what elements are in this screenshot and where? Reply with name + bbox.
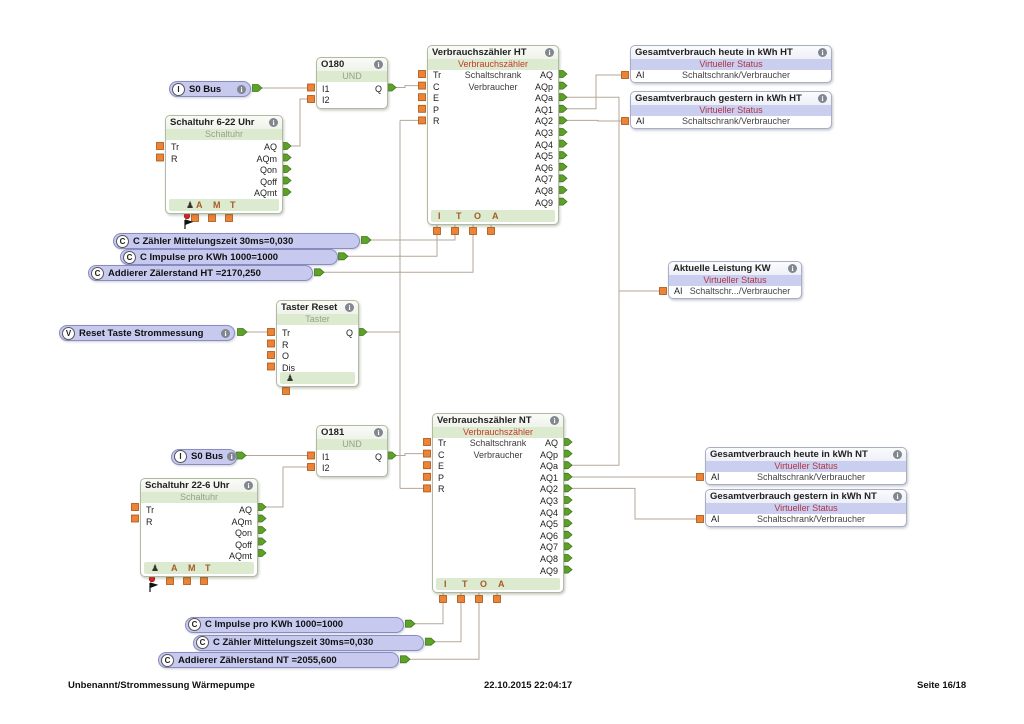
output-arrow[interactable] <box>401 656 411 663</box>
parameter-connector[interactable] <box>209 215 216 222</box>
status-gesamtverbrauch-gestern-ht[interactable] <box>630 91 832 129</box>
footer-page-number: Seite 16/18 <box>917 680 967 691</box>
port-label: AQ3 <box>534 128 553 138</box>
input-connector[interactable] <box>419 105 426 112</box>
block-type: Virtueller Status <box>706 503 906 514</box>
constant-badge: C <box>116 235 129 248</box>
input-type-badge: I <box>174 450 187 463</box>
block-title: Schaltuhr 22-6 Uhr <box>145 480 230 491</box>
block-title: Gesamtverbrauch gestern in kWh NT <box>710 491 877 502</box>
input-connector[interactable] <box>308 84 315 91</box>
parameter-connector[interactable] <box>184 578 191 585</box>
port-label: Q <box>374 83 382 94</box>
source-label: Schaltschrank/Verbraucher <box>681 116 791 126</box>
block-verbrauchszaehler-nt[interactable] <box>432 413 564 593</box>
port-label: AQa <box>539 461 558 472</box>
block-und-o180[interactable] <box>316 57 388 109</box>
status-gesamtverbrauch-heute-ht[interactable] <box>630 45 832 83</box>
parameter-connector[interactable] <box>488 228 495 235</box>
parameter-connector[interactable] <box>452 228 459 235</box>
input-connector[interactable] <box>308 452 315 459</box>
virtual-input-s0bus-top[interactable]: I S0 Bus i <box>169 81 251 97</box>
parameter-connector[interactable] <box>192 215 199 222</box>
input-connector[interactable] <box>268 352 275 359</box>
block-und-o181[interactable] <box>316 425 388 477</box>
port-label: AQ <box>539 70 553 80</box>
footer-timestamp: 22.10.2015 22:04:17 <box>484 680 573 691</box>
port-label: C <box>438 449 445 460</box>
port-label: I1 <box>322 451 330 462</box>
marker-dot <box>149 576 155 582</box>
block-title: Gesamtverbrauch heute in kWh NT <box>710 449 868 460</box>
input-connector[interactable] <box>419 71 426 78</box>
constant-mittelungszeit-nt[interactable]: C C Zähler Mittelungszeit 30ms=0,030 <box>193 635 424 651</box>
input-connector[interactable] <box>697 516 704 523</box>
input-connector[interactable] <box>268 329 275 336</box>
port-label: O <box>282 351 290 361</box>
room-label: Schaltschrank <box>464 70 522 80</box>
input-connector[interactable] <box>424 450 431 457</box>
port-label: AQ2 <box>534 116 553 127</box>
port-label: AQ3 <box>539 496 558 506</box>
parameter-connector[interactable] <box>470 228 477 235</box>
output-arrow[interactable] <box>426 638 436 645</box>
port-label: Tr <box>438 438 447 448</box>
port-label: Qon <box>234 528 252 538</box>
block-type: Schaltuhr <box>166 129 282 140</box>
input-connector[interactable] <box>268 363 275 370</box>
output-arrow[interactable] <box>238 329 248 336</box>
port-label: Q <box>374 451 382 462</box>
block-type: UND <box>317 71 387 82</box>
input-connector[interactable] <box>157 143 164 150</box>
input-connector[interactable] <box>308 464 315 471</box>
port-label: R <box>282 339 289 350</box>
block-title: Gesamtverbrauch gestern in kWh HT <box>635 93 802 104</box>
info-icon[interactable] <box>269 118 278 127</box>
port-label: Qon <box>259 165 277 175</box>
device-label: Verbraucher <box>468 81 518 92</box>
constant-addierer-nt[interactable]: C Addierer Zählerstand NT =2055,600 <box>158 652 399 668</box>
port-label: AI <box>711 514 720 524</box>
block-schaltuhr-22-6[interactable] <box>140 478 258 577</box>
constant-badge: C <box>91 267 104 280</box>
port-label: AQ6 <box>539 530 558 541</box>
port-label: AQ4 <box>539 507 558 518</box>
info-icon[interactable] <box>374 428 383 437</box>
block-type: Virtueller Status <box>706 461 906 472</box>
port-label: AQ5 <box>534 151 553 162</box>
input-type-badge: V <box>62 327 75 340</box>
flag-icon <box>150 583 157 592</box>
block-type: Virtueller Status <box>669 275 801 286</box>
info-icon[interactable] <box>818 48 827 57</box>
output-arrow[interactable] <box>406 620 416 627</box>
port-label: AQp <box>539 449 558 460</box>
status-gesamtverbrauch-gestern-nt[interactable] <box>705 489 907 527</box>
input-connector[interactable] <box>697 474 704 481</box>
constant-badge: C <box>196 636 209 649</box>
parameter-connector[interactable] <box>440 596 447 603</box>
info-icon[interactable] <box>893 450 902 459</box>
port-label: Tr <box>433 70 442 80</box>
input-connector[interactable] <box>132 515 139 522</box>
port-label: AQ <box>544 438 558 448</box>
output-arrow[interactable] <box>339 253 349 260</box>
port-label: R <box>171 153 178 164</box>
input-connector[interactable] <box>419 82 426 89</box>
parameter-connector[interactable] <box>476 596 483 603</box>
block-type: Virtueller Status <box>631 59 831 70</box>
port-label: R <box>433 116 440 127</box>
port-label: E <box>438 461 445 472</box>
output-arrow[interactable] <box>253 85 263 92</box>
port-label: AQ2 <box>539 484 558 495</box>
parameter-bar: ♟ A M T <box>169 199 279 211</box>
port-label: AQ1 <box>534 104 553 115</box>
operating-mode-icon[interactable]: ♟ <box>286 373 295 383</box>
parameter-connector[interactable] <box>434 228 441 235</box>
block-title: O181 <box>321 427 345 438</box>
port-label: I2 <box>322 95 330 105</box>
source-label: Schaltschrank/Verbraucher <box>756 514 866 524</box>
port-label: Tr <box>171 142 180 152</box>
port-label: Tr <box>146 505 155 515</box>
port-label: AQm <box>256 153 277 164</box>
block-taster-reset[interactable] <box>276 300 359 387</box>
block-verbrauchszaehler-ht[interactable] <box>427 45 559 225</box>
operating-mode-icon[interactable]: ♟ <box>186 200 195 210</box>
input-connector[interactable] <box>419 94 426 101</box>
parameter-bar: I T O A <box>436 578 560 590</box>
port-label: AQ <box>263 142 277 152</box>
input-connector[interactable] <box>622 72 629 79</box>
parameter-connector[interactable] <box>458 596 465 603</box>
source-label: Schaltschrank/Verbraucher <box>681 70 791 80</box>
port-label: AQm <box>231 516 252 527</box>
port-label: AQa <box>534 93 553 104</box>
port-label: Dis <box>282 362 295 373</box>
port-label: R <box>146 516 153 527</box>
port-label: AI <box>711 472 720 482</box>
port-label: P <box>433 104 440 115</box>
constant-impulse-nt[interactable]: C C Impulse pro KWh 1000=1000 <box>185 617 404 633</box>
block-title: Gesamtverbrauch heute in kWh HT <box>635 47 793 58</box>
parameter-bar: ♟ A M T <box>144 562 254 574</box>
info-icon[interactable] <box>237 85 246 94</box>
virtual-input-s0bus-bottom[interactable]: I S0 Bus i <box>171 449 237 465</box>
port-label: AQ9 <box>534 197 553 208</box>
port-label: AQ <box>238 505 252 515</box>
constant-mittelungszeit-ht[interactable]: C C Zähler Mittelungszeit 30ms=0,030 <box>113 233 360 249</box>
port-label: AQmt <box>253 188 277 198</box>
info-icon[interactable] <box>374 60 383 69</box>
port-label: I2 <box>322 463 330 473</box>
info-icon[interactable] <box>221 329 230 338</box>
port-label: AQmt <box>228 551 252 561</box>
block-type: UND <box>317 439 387 450</box>
input-connector[interactable] <box>132 504 139 511</box>
source-label: Schaltschrank/Verbraucher <box>756 472 866 482</box>
block-title: Schaltuhr 6-22 Uhr <box>170 117 255 128</box>
block-type: Verbrauchszähler <box>428 59 558 70</box>
port-label: Q <box>345 328 353 338</box>
input-type-badge: I <box>172 83 185 96</box>
info-icon[interactable] <box>818 94 827 103</box>
virtual-input-reset[interactable]: V Reset Taste Strommessung i <box>59 325 235 341</box>
constant-badge: C <box>188 618 201 631</box>
input-connector[interactable] <box>424 485 431 492</box>
port-label: Qoff <box>235 539 252 550</box>
port-label: E <box>433 93 440 104</box>
flag-icon <box>185 220 192 229</box>
input-connector[interactable] <box>622 118 629 125</box>
output-arrow[interactable] <box>362 237 372 244</box>
block-title: O180 <box>321 59 345 70</box>
info-icon[interactable] <box>550 416 559 425</box>
input-connector[interactable] <box>308 96 315 103</box>
input-connector[interactable] <box>660 288 667 295</box>
room-label: Schaltschrank <box>469 438 527 448</box>
port-label: AQ4 <box>534 139 553 150</box>
device-label: Verbraucher <box>473 449 523 460</box>
output-arrow[interactable] <box>237 452 247 459</box>
port-label: R <box>438 484 445 495</box>
marker-dot <box>184 213 190 219</box>
info-icon[interactable] <box>788 264 797 273</box>
input-connector[interactable] <box>419 117 426 124</box>
port-label: Tr <box>282 328 291 338</box>
parameter-bar <box>280 372 355 384</box>
port-label: AQ7 <box>539 542 558 553</box>
port-label: AI <box>636 70 645 80</box>
parameter-connector[interactable] <box>494 596 501 603</box>
constant-badge: C <box>123 251 136 264</box>
source-label: Schaltschr.../Verbraucher <box>689 286 791 296</box>
constant-badge: C <box>161 654 174 667</box>
input-connector[interactable] <box>424 439 431 446</box>
parameter-bar: I T O A <box>431 210 555 222</box>
port-label: AQ5 <box>539 519 558 530</box>
port-label: I1 <box>322 83 330 94</box>
block-type: Virtueller Status <box>631 105 831 116</box>
port-label: Qoff <box>260 176 277 187</box>
port-label: AQ8 <box>534 186 553 196</box>
info-icon[interactable] <box>244 481 253 490</box>
input-connector[interactable] <box>157 154 164 161</box>
block-title: Verbrauchszähler HT <box>432 47 527 58</box>
parameter-connector[interactable] <box>226 215 233 222</box>
port-label: AQ7 <box>534 174 553 185</box>
info-icon[interactable] <box>227 452 236 461</box>
input-connector[interactable] <box>268 340 275 347</box>
port-label: AQ1 <box>539 472 558 483</box>
port-label: AQ9 <box>539 565 558 576</box>
block-type: Verbrauchszähler <box>433 427 563 438</box>
info-icon[interactable] <box>893 492 902 501</box>
block-schaltuhr-6-22[interactable] <box>165 115 283 214</box>
footer-document-title: Unbenannt/Strommessung Wärmepumpe <box>68 680 255 691</box>
block-title: Taster Reset <box>281 302 338 313</box>
parameter-connector[interactable] <box>201 578 208 585</box>
port-label: AQ6 <box>534 162 553 173</box>
status-aktuelle-leistung[interactable] <box>668 261 802 299</box>
status-gesamtverbrauch-heute-nt[interactable] <box>705 447 907 485</box>
parameter-connector[interactable] <box>167 578 174 585</box>
port-label: C <box>433 81 440 92</box>
block-type: Schaltuhr <box>141 492 257 503</box>
block-title: Aktuelle Leistung KW <box>673 263 771 274</box>
constant-impulse-ht[interactable]: C C Impulse pro KWh 1000=1000 <box>120 249 338 265</box>
port-label: AI <box>674 286 683 296</box>
output-arrow[interactable] <box>315 269 325 276</box>
operating-mode-icon[interactable]: ♟ <box>151 563 160 573</box>
block-type: Taster <box>277 314 358 325</box>
port-label: AQ8 <box>539 554 558 564</box>
info-icon[interactable] <box>345 303 354 312</box>
port-label: AI <box>636 116 645 126</box>
parameter-connector[interactable] <box>283 388 290 395</box>
port-label: P <box>438 472 445 483</box>
block-title: Verbrauchszähler NT <box>437 415 532 426</box>
input-connector[interactable] <box>424 462 431 469</box>
constant-addierer-ht[interactable]: C Addierer Zälerstand HT =2170,250 <box>88 265 313 281</box>
info-icon[interactable] <box>545 48 554 57</box>
port-label: AQp <box>534 81 553 92</box>
input-connector[interactable] <box>424 473 431 480</box>
